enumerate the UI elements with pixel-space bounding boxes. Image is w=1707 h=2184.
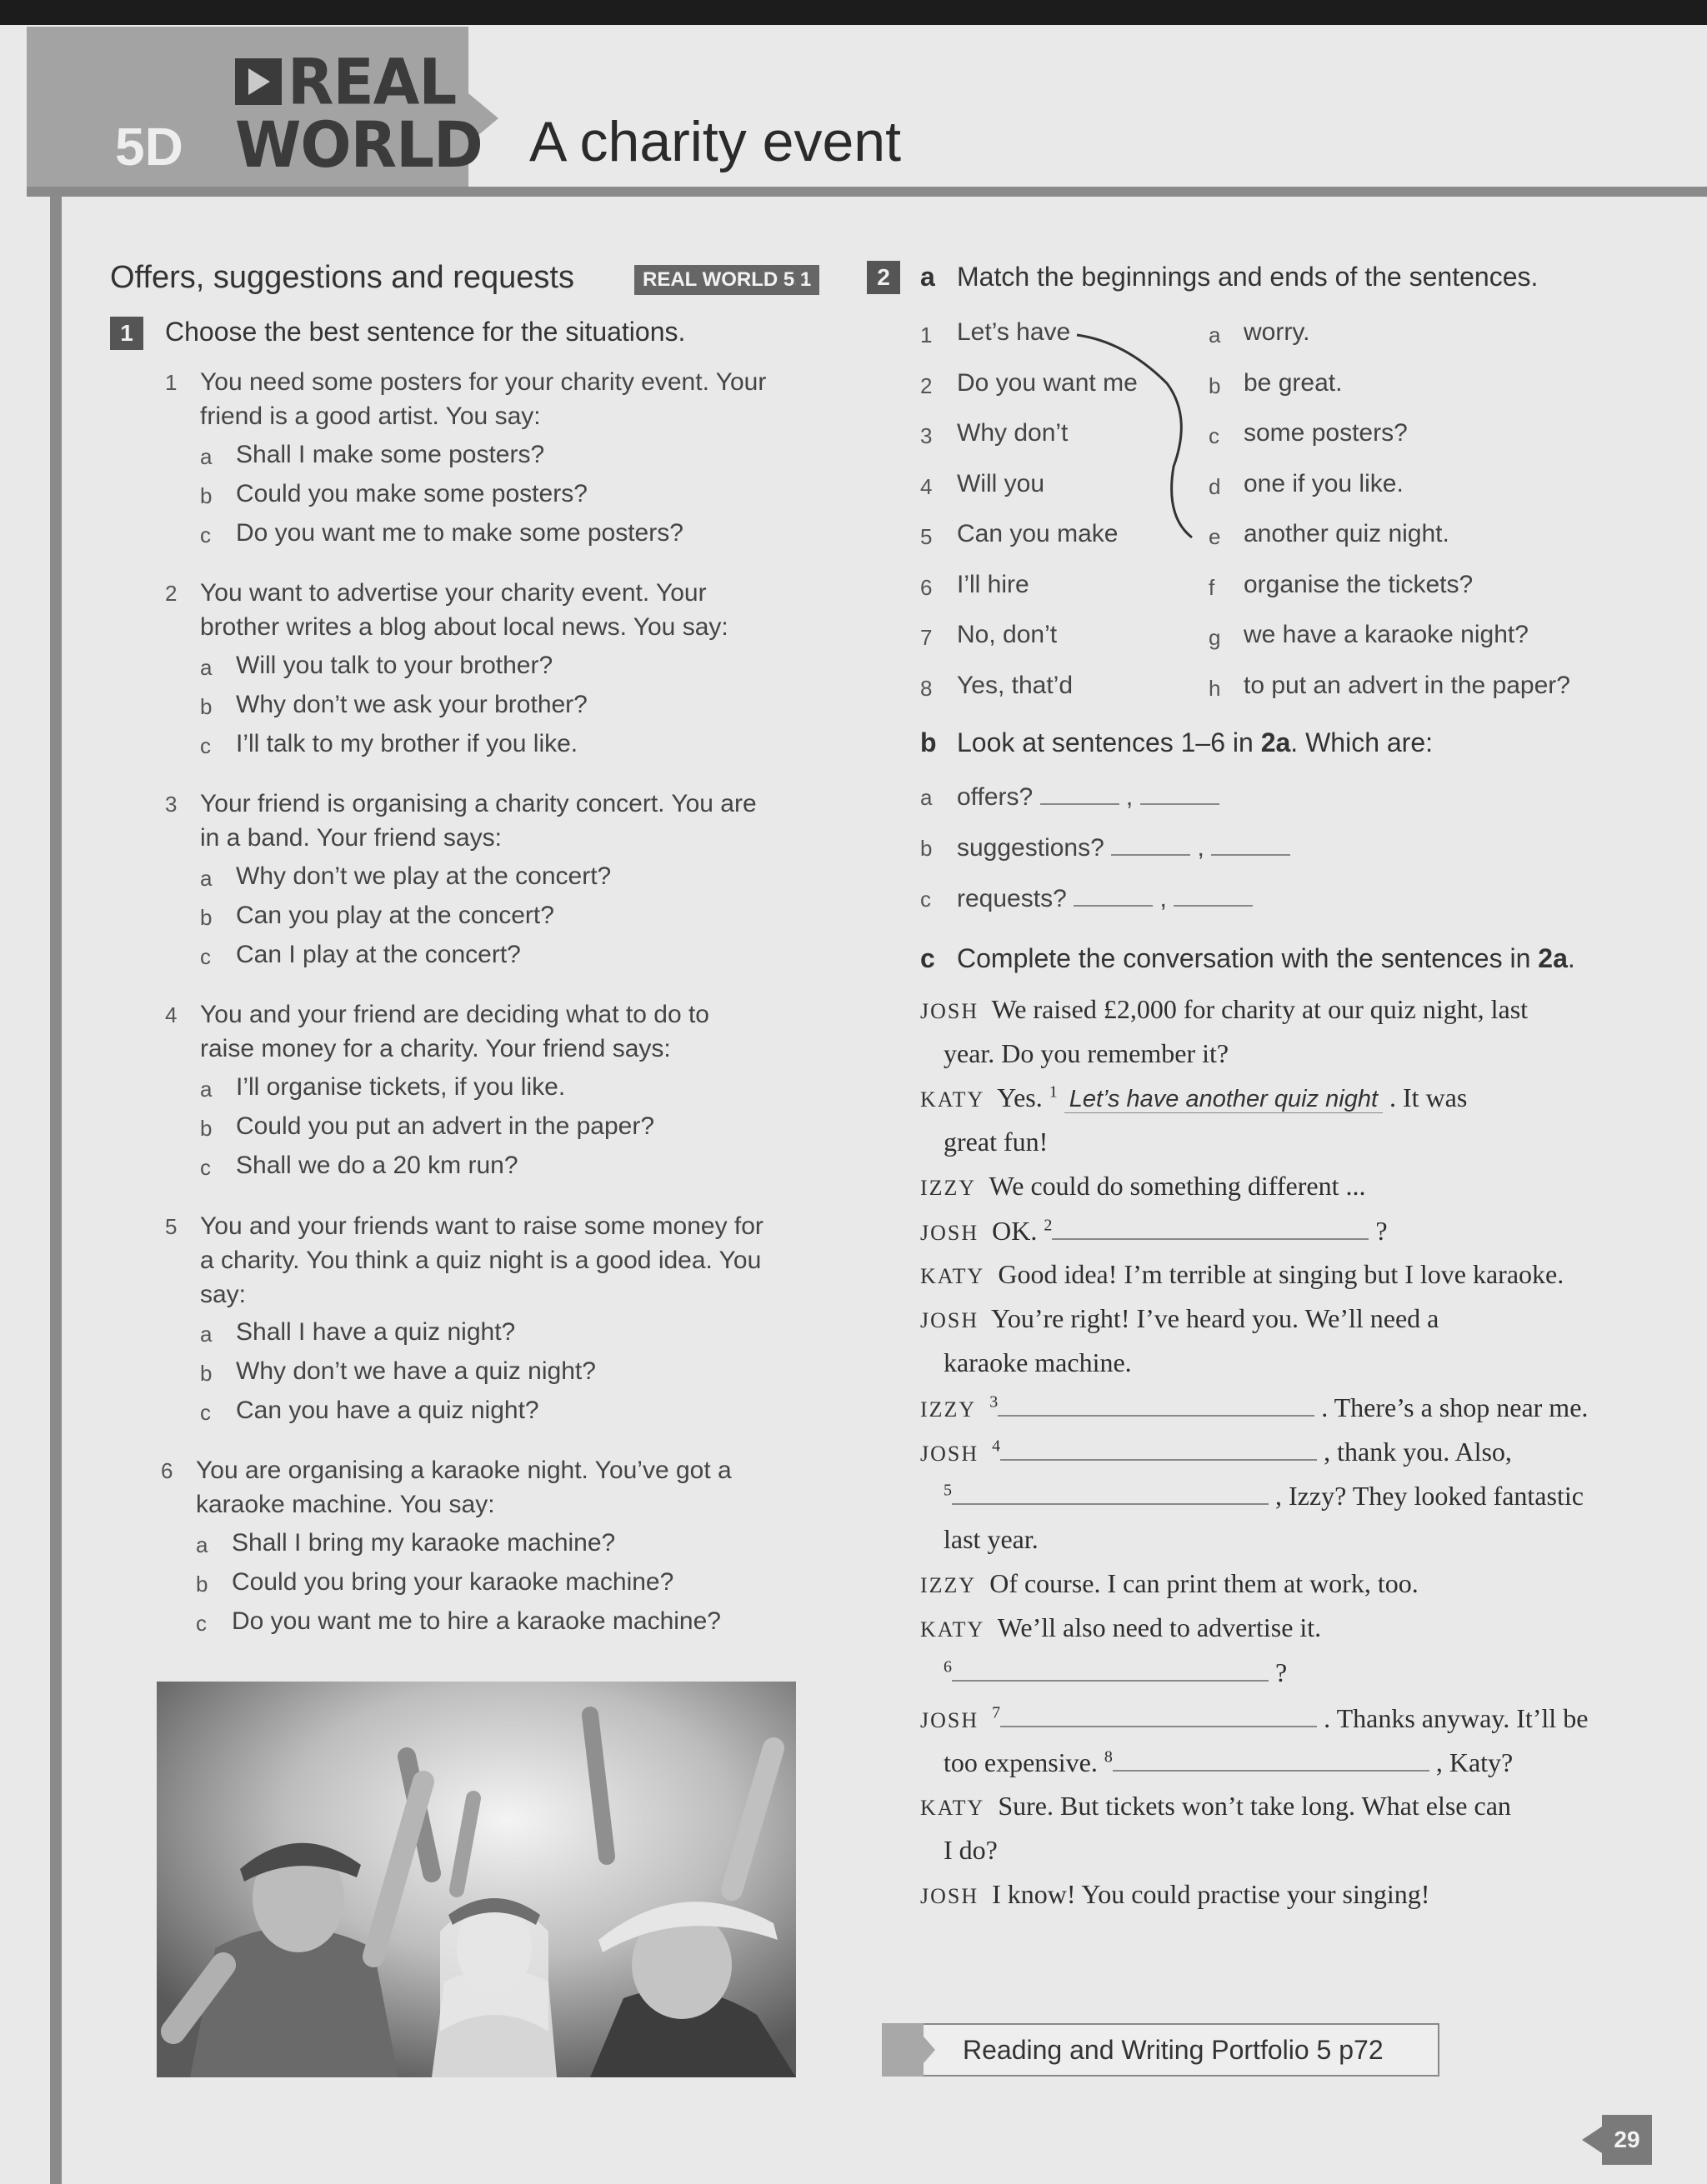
option-letter: c: [200, 1155, 211, 1180]
answer-blank[interactable]: [1000, 1436, 1317, 1461]
speaker: JOSH: [920, 1221, 979, 1245]
speaker: JOSH: [920, 999, 979, 1023]
question-number: 5: [165, 1214, 178, 1239]
conversation-line: IZZY $^3$ . There’s a shop near me.: [920, 1392, 1589, 1422]
question-text: Your friend is organising a charity concert. You are in a band. Your friend says:: [200, 790, 757, 852]
option-text[interactable]: Why don’t we have a quiz night?: [236, 1357, 596, 1385]
item-letter: b: [920, 836, 933, 861]
answer-blank[interactable]: [1211, 831, 1290, 856]
match-ending: to put an advert in the paper?: [1244, 672, 1570, 699]
answer-blank[interactable]: [1000, 1702, 1317, 1727]
real-world-badge: REAL WORLD 5.1: [634, 265, 819, 295]
option-letter: c: [200, 944, 211, 969]
option-text[interactable]: Can you play at the concert?: [236, 902, 554, 929]
speaker: KATY: [920, 1617, 985, 1642]
conversation-line: I do?: [944, 1835, 998, 1865]
option-text[interactable]: Shall we do a 20 km run?: [236, 1152, 518, 1179]
match-letter: e: [1209, 524, 1221, 549]
answer-blank[interactable]: [1074, 882, 1153, 907]
option-letter: b: [200, 905, 213, 930]
conversation-line: JOSH $^4$ , thank you. Also,: [920, 1437, 1512, 1467]
item-letter: a: [920, 785, 933, 810]
page-number: 29: [1602, 2115, 1652, 2165]
match-ending: some posters?: [1244, 419, 1408, 447]
item-text: suggestions? ,: [957, 831, 1290, 862]
question-number: 1: [165, 370, 178, 395]
match-ending: we have a karaoke night?: [1244, 621, 1529, 648]
conversation-line: KATY Sure. But tickets won’t take long. What else can: [920, 1791, 1511, 1821]
section-heading: Offers, suggestions and requests: [110, 260, 574, 295]
option-letter: c: [200, 1400, 211, 1425]
match-letter: d: [1209, 474, 1221, 499]
option-text[interactable]: Can I play at the concert?: [236, 941, 521, 968]
exercise-instruction: Choose the best sentence for the situations.: [165, 317, 686, 347]
sub-exercise-instruction: Complete the conversation with the sentences in 2a.: [957, 943, 1575, 973]
conversation-line: last year.: [944, 1524, 1039, 1554]
conversation-line: IZZY Of course. I can print them at work, too.: [920, 1568, 1419, 1598]
option-text[interactable]: Can you have a quiz night?: [236, 1397, 539, 1424]
answer-blank[interactable]: [1113, 1747, 1429, 1772]
speaker: JOSH: [920, 1884, 979, 1908]
answer-blank[interactable]: [1111, 831, 1190, 856]
match-ending: organise the tickets?: [1244, 571, 1474, 598]
option-text[interactable]: I’ll talk to my brother if you like.: [236, 730, 578, 757]
badge-arrow-icon: [796, 272, 806, 288]
question-number: 6: [161, 1458, 173, 1483]
match-letter: f: [1209, 575, 1215, 600]
question-text: You are organising a karaoke night. You’ve got a karaoke machine. You say:: [196, 1457, 732, 1518]
option-letter: b: [196, 1572, 208, 1597]
speaker: IZZY: [920, 1397, 977, 1422]
match-number: 7: [920, 625, 933, 650]
conversation-line: KATY Yes. $^1$ Let’s have another quiz night . It was: [920, 1082, 1468, 1112]
match-number: 6: [920, 575, 933, 600]
conversation-line: year. Do you remember it?: [944, 1038, 1229, 1068]
option-letter: a: [200, 655, 213, 680]
match-number: 1: [920, 322, 933, 347]
option-letter: b: [200, 1361, 213, 1386]
question-text: You need some posters for your charity event. Your friend is a good artist. You say:: [200, 368, 767, 430]
match-number: 5: [920, 524, 933, 549]
question-text: You want to advertise your charity event. Your brother writes a blog about local news. You say:: [200, 579, 728, 641]
conversation-line: KATY We’ll also need to advertise it.: [920, 1612, 1322, 1642]
speaker: JOSH: [920, 1308, 979, 1332]
answer-blank[interactable]: [1174, 882, 1253, 907]
option-text[interactable]: Shall I make some posters?: [236, 441, 545, 468]
conversation-line: JOSH You’re right! I’ve heard you. We’ll need a: [920, 1303, 1439, 1333]
portfolio-reference[interactable]: Reading and Writing Portfolio 5 p72: [963, 2035, 1384, 2065]
portfolio-tab: [882, 2023, 924, 2077]
match-beginning: Can you make: [957, 520, 1119, 547]
conversation-line: JOSH OK. $^2$ ?: [920, 1216, 1388, 1246]
speaker: KATY: [920, 1796, 985, 1820]
conversation-line: great fun!: [944, 1127, 1049, 1157]
conversation-line: JOSH We raised £2,000 for charity at our quiz night, last: [920, 994, 1529, 1024]
play-icon: [235, 58, 282, 105]
party-photo-illustration: [157, 1682, 796, 2077]
party-photo: [157, 1682, 796, 2077]
left-margin-bar: [50, 197, 62, 2184]
option-text[interactable]: Could you bring your karaoke machine?: [232, 1568, 674, 1596]
exercise-number: 1: [110, 317, 143, 350]
answer-blank[interactable]: [1040, 780, 1119, 805]
option-letter: c: [200, 522, 211, 547]
option-letter: c: [196, 1611, 207, 1636]
answer-blank[interactable]: [952, 1480, 1269, 1505]
page-number-arrow-icon: [1582, 2127, 1602, 2153]
conversation-line: IZZY We could do something different ...: [920, 1171, 1366, 1201]
match-letter: c: [1209, 423, 1219, 448]
option-letter: b: [200, 694, 213, 719]
option-letter: a: [200, 1322, 213, 1347]
option-text[interactable]: Shall I bring my karaoke machine?: [232, 1529, 616, 1557]
item-letter: c: [920, 887, 931, 912]
option-letter: a: [196, 1532, 208, 1557]
match-letter: b: [1209, 373, 1221, 398]
match-number: 3: [920, 423, 933, 448]
brand-real: REAL: [288, 44, 457, 119]
match-letter: g: [1209, 625, 1221, 650]
speaker: KATY: [920, 1087, 985, 1112]
top-border: [0, 0, 1707, 25]
match-number: 2: [920, 373, 933, 398]
brand-world: WORLD: [235, 107, 483, 182]
option-letter: a: [200, 444, 213, 469]
sub-exercise-instruction: Match the beginnings and ends of the sentences.: [957, 262, 1539, 292]
match-beginning: I’ll hire: [957, 571, 1029, 598]
sub-exercise-instruction: Look at sentences 1–6 in 2a. Which are:: [957, 727, 1434, 757]
speaker: IZZY: [920, 1573, 977, 1597]
header-rule: [27, 187, 1707, 197]
answer-blank[interactable]: [1140, 780, 1219, 805]
speaker: IZZY: [920, 1176, 977, 1200]
speaker: JOSH: [920, 1442, 979, 1466]
match-beginning: No, don’t: [957, 621, 1058, 648]
option-text[interactable]: Could you make some posters?: [236, 480, 588, 507]
conversation-line: KATY Good idea! I’m terrible at singing but I love karaoke.: [920, 1259, 1564, 1289]
option-text[interactable]: Could you put an advert in the paper?: [236, 1112, 655, 1140]
question-text: You and your friends want to raise some money for a charity. You think a quiz night is a good idea. You say:: [200, 1212, 763, 1308]
match-beginning: Do you want me: [957, 369, 1138, 397]
match-ending: another quiz night.: [1244, 520, 1449, 547]
option-letter: a: [200, 866, 213, 891]
speaker: KATY: [920, 1264, 985, 1288]
match-ending: be great.: [1244, 369, 1343, 397]
option-letter: c: [200, 733, 211, 758]
match-ending: worry.: [1244, 318, 1310, 346]
option-text[interactable]: Why don’t we ask your brother?: [236, 691, 588, 718]
option-letter: b: [200, 483, 213, 508]
match-ending: one if you like.: [1244, 470, 1404, 497]
unit-code: 5D: [115, 117, 183, 177]
option-text[interactable]: Do you want me to make some posters?: [236, 519, 683, 547]
option-text[interactable]: Why don’t we play at the concert?: [236, 862, 612, 890]
match-beginning: Will you: [957, 470, 1045, 497]
exercise-number: 2: [867, 261, 900, 294]
conversation-line: $^5$ , Izzy? They looked fantastic: [944, 1481, 1584, 1511]
match-number: 4: [920, 474, 933, 499]
page-title: A charity event: [529, 110, 902, 173]
conversation-line: karaoke machine.: [944, 1347, 1132, 1377]
example-answer: Let’s have another quiz night: [1064, 1086, 1383, 1113]
option-text[interactable]: I’ll organise tickets, if you like.: [236, 1073, 566, 1101]
answer-blank[interactable]: [952, 1657, 1269, 1682]
item-text: requests? ,: [957, 882, 1253, 913]
portfolio-arrow-icon: [924, 2037, 935, 2063]
question-number: 3: [165, 792, 178, 817]
match-number: 8: [920, 676, 933, 701]
speaker: JOSH: [920, 1708, 979, 1732]
option-text[interactable]: Will you talk to your brother?: [236, 652, 553, 679]
answer-blank[interactable]: [1052, 1215, 1369, 1240]
answer-blank[interactable]: [998, 1392, 1314, 1417]
item-text: offers? ,: [957, 780, 1219, 812]
option-letter: b: [200, 1116, 213, 1141]
match-letter: h: [1209, 676, 1221, 701]
question-number: 2: [165, 581, 178, 606]
conversation-line: $^6$ ?: [944, 1657, 1288, 1687]
question-number: 4: [165, 1002, 178, 1027]
match-beginning: Why don’t: [957, 419, 1069, 447]
match-beginning: Let’s have: [957, 318, 1071, 346]
option-letter: a: [200, 1077, 213, 1102]
match-letter: a: [1209, 322, 1221, 347]
sub-exercise-letter: c: [920, 943, 935, 973]
sub-exercise-letter: b: [920, 727, 937, 757]
match-example-line: [1067, 325, 1217, 550]
option-text[interactable]: Do you want me to hire a karaoke machine?: [232, 1607, 721, 1635]
conversation-line: JOSH I know! You could practise your singing!: [920, 1879, 1430, 1909]
conversation-line: JOSH $^7$ . Thanks anyway. It’ll be: [920, 1703, 1589, 1733]
conversation-line: too expensive. $^8$ , Katy?: [944, 1747, 1514, 1777]
question-text: You and your friend are deciding what to do to raise money for a charity. Your friend says:: [200, 1001, 709, 1062]
option-text[interactable]: Shall I have a quiz night?: [236, 1318, 516, 1346]
match-beginning: Yes, that’d: [957, 672, 1073, 699]
sub-exercise-letter: a: [920, 262, 935, 292]
